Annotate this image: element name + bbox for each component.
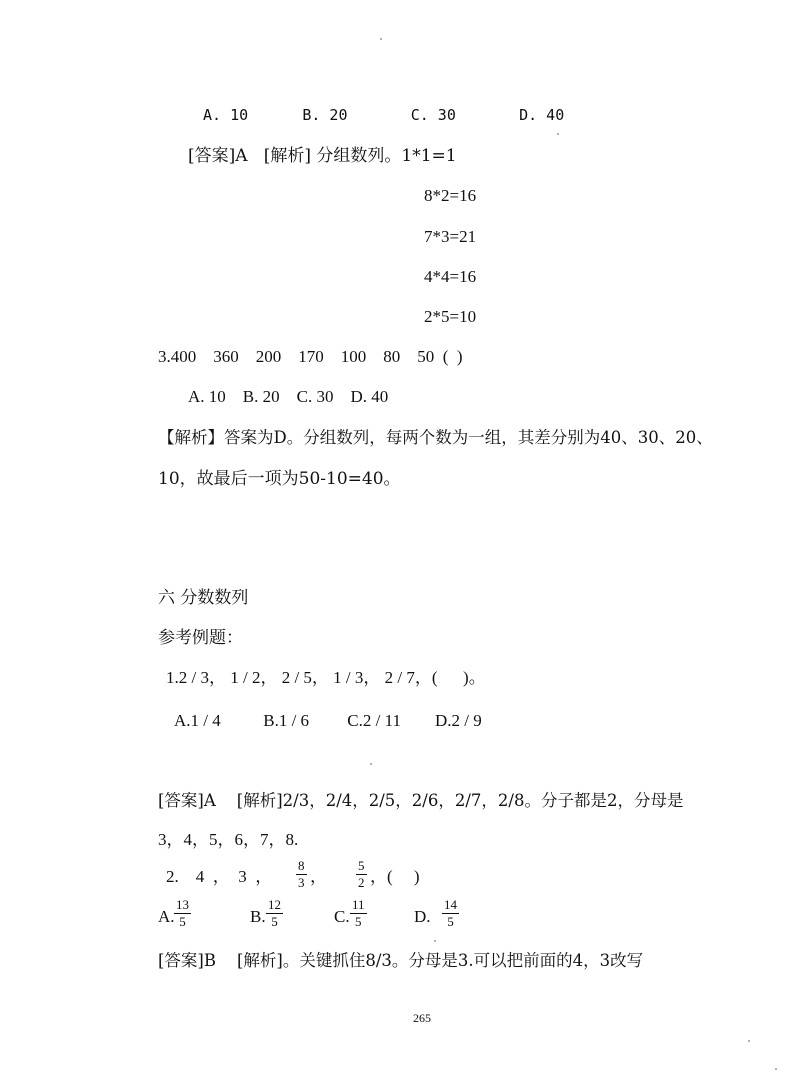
q3-question: 3.400 360 200 170 100 80 50 ( ): [158, 347, 463, 366]
numerator: 5: [358, 858, 365, 873]
option-a-fraction: [174, 898, 191, 929]
fraction-q1-options: A.1 / 4 B.1 / 6 C.2 / 11 D.2 / 9: [174, 711, 482, 730]
option-c-fraction: [350, 898, 367, 929]
numerator: 8: [298, 858, 305, 873]
scan-speck: [557, 133, 559, 135]
fraction-8-3: [296, 859, 307, 890]
q3-explanation-line-1: 【解析】答案为D。分组数列，每两个数为一组，其差分别为40、30、20、: [158, 428, 713, 447]
numerator: 12: [268, 897, 281, 912]
q2-options: A. 10 B. 20 C. 30 D. 40: [203, 106, 565, 124]
denominator: 5: [355, 914, 362, 929]
numerator: 11: [352, 897, 365, 912]
fraction-q1-answer-line-1: [答案]A [解析]2/3，2/4，2/5，2/6，2/7，2/8。分子都是2，分母是: [158, 791, 684, 810]
fraction-q1-answer-line-2: 3，4，5，6，7，8.: [158, 830, 299, 849]
fraction-5-2: [356, 859, 367, 890]
q3-explanation-line-2: 10，故最后一项为50-10=40。: [158, 469, 401, 489]
option-b-label: B.: [250, 907, 266, 926]
q2-step-4: 4*4=16: [424, 267, 477, 286]
scan-speck: [380, 38, 382, 40]
numerator: 13: [176, 897, 189, 912]
scan-speck: [434, 940, 436, 942]
denominator: 5: [271, 914, 278, 929]
numerator: 14: [444, 897, 457, 912]
page-number: 265: [413, 1011, 431, 1025]
q2-answer: [答案]A [解析] 分组数列。1*1=1: [188, 146, 457, 166]
fraction-q1-question: 1.2 / 3， 1 / 2， 2 / 5， 1 / 3， 2 / 7，( )。: [166, 668, 486, 687]
q2-step-2: 8*2=16: [424, 186, 477, 205]
scan-speck: [370, 763, 372, 765]
fraction-q2-prefix: 2. 4 ， 3 ，: [166, 867, 273, 886]
scan-speck: [775, 1068, 777, 1070]
option-d-label: D.: [414, 907, 431, 926]
q2-step-3: 7*3=21: [424, 227, 477, 246]
fraction-q2-separator-2: ，( ): [370, 867, 420, 886]
denominator: 3: [298, 875, 305, 890]
fraction-q2-answer: [答案]B [解析]。关键抓住8/3。分母是3.可以把前面的4，3改写: [158, 951, 644, 970]
denominator: 5: [447, 914, 454, 929]
q3-options: A. 10 B. 20 C. 30 D. 40: [188, 387, 389, 406]
option-d-fraction: [442, 898, 459, 929]
option-b-fraction: [266, 898, 283, 929]
fraction-q2-separator-1: ，: [310, 867, 327, 886]
section-title: 六 分数数列: [158, 588, 249, 608]
q2-step-5: 2*5=10: [424, 307, 477, 326]
denominator: 2: [358, 875, 365, 890]
example-label: 参考例题：: [158, 628, 243, 648]
option-c-label: C.: [334, 907, 350, 926]
denominator: 5: [179, 914, 186, 929]
scan-speck: [748, 1040, 750, 1042]
option-a-label: A.: [158, 907, 175, 926]
